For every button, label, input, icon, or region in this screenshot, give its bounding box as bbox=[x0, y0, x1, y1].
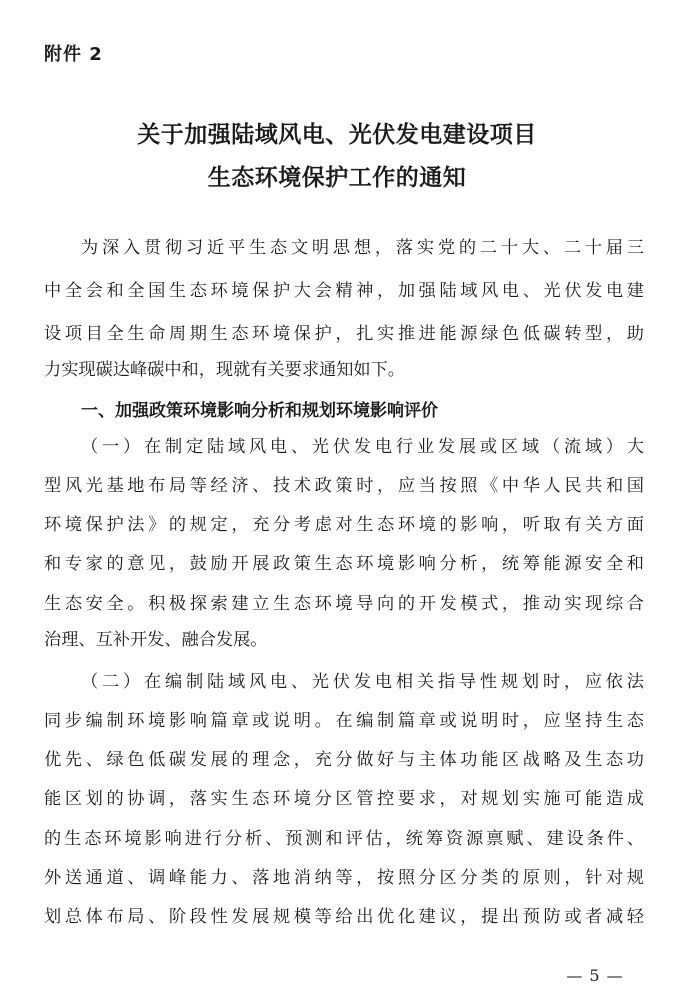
intro-line: 力实现碳达峰碳中和，现就有关要求通知如下。 bbox=[44, 360, 405, 380]
attachment-label: 附件 2 bbox=[44, 44, 103, 65]
title-line-1: 关于加强陆域风电、光伏发电建设项目 bbox=[137, 122, 537, 148]
para1-line: （一）在制定陆域风电、光伏发电行业发展或区域（流域）大 bbox=[81, 437, 644, 457]
section-heading: 一、加强政策环境影响分析和规划环境影响评价 bbox=[81, 401, 438, 421]
para2-line: 划总体布局、阶段性发展规模等给出优化建议，提出预防或者减轻 bbox=[44, 907, 644, 927]
page-number: — 5 — bbox=[566, 966, 624, 985]
para2-line: 的生态环境影响进行分析、预测和评估，统筹资源禀赋、建设条件、 bbox=[44, 829, 644, 849]
intro-line: 设项目全生命周期生态环境保护，扎实推进能源绿色低碳转型，助 bbox=[44, 324, 644, 344]
para2-line: 优先、绿色低碳发展的理念，充分做好与主体功能区战略及生态功 bbox=[44, 750, 644, 770]
para2-line: 能区划的协调，落实生态环境分区管控要求，对规划实施可能造成 bbox=[44, 789, 644, 809]
intro-line: 为深入贯彻习近平生态文明思想，落实党的二十大、二十届三 bbox=[81, 238, 644, 258]
para2-line: 同步编制环境影响篇章或说明。在编制篇章或说明时，应坚持生态 bbox=[44, 711, 644, 731]
para1-line: 生态安全。积极探索建立生态环境导向的开发模式，推动实现综合 bbox=[44, 594, 644, 614]
para2-line: 外送通道、调峰能力、落地消纳等，按照分区分类的原则，针对规 bbox=[44, 868, 644, 888]
para1-line: 和专家的意见，鼓励开展政策生态环境影响分析，统筹能源安全和 bbox=[44, 554, 644, 574]
para1-line: 环境保护法》的规定，充分考虑对生态环境的影响，听取有关方面 bbox=[44, 515, 644, 535]
para1-line: 治理、互补开发、融合发展。 bbox=[44, 630, 268, 650]
intro-line: 中全会和全国生态环境保护大会精神，加强陆域风电、光伏发电建 bbox=[44, 281, 644, 301]
title-line-2: 生态环境保护工作的通知 bbox=[207, 165, 467, 191]
para2-line: （二）在编制陆域风电、光伏发电相关指导性规划时，应依法 bbox=[81, 672, 644, 692]
para1-line: 型风光基地布局等经济、技术政策时，应当按照《中华人民共和国 bbox=[44, 476, 644, 496]
